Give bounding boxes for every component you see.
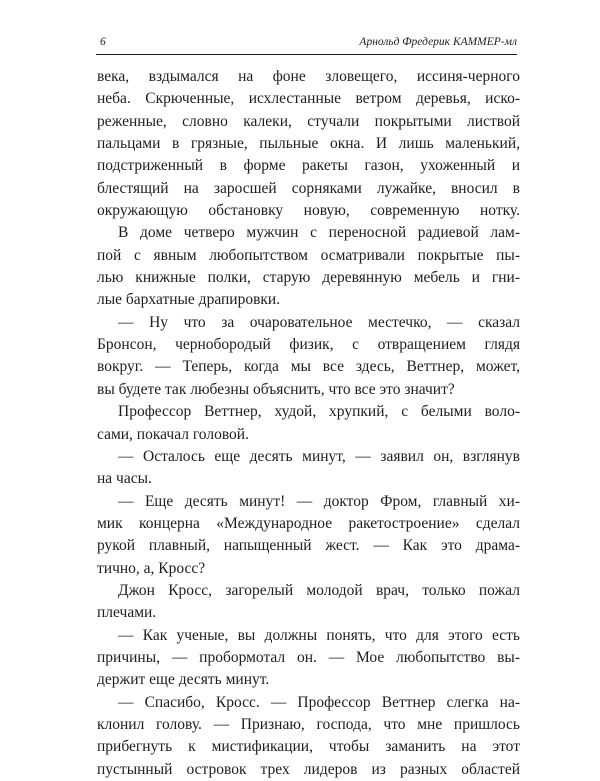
text-line: клонил голову. — Признаю, господа, что мне пришлось bbox=[97, 715, 520, 733]
text-line: плечами. bbox=[97, 604, 157, 622]
paragraph bbox=[97, 491, 520, 580]
text-line: неба. Скрюченные, исхлестанные ветром деревья, иско- bbox=[97, 90, 520, 108]
text-line: В доме четверо мужчин с переносной радиевой лам- bbox=[118, 224, 520, 242]
running-head-title: Арнольд Фредерик КАММЕР-мл bbox=[359, 36, 517, 48]
text-line: подстриженный в форме ракеты газон, ухоженный и bbox=[97, 157, 520, 175]
text-line: — Осталось еще десять минут, — заявил он, взглянув bbox=[118, 447, 520, 465]
text-line: причины, — пробормотал он. — Мое любопытство вы- bbox=[97, 648, 520, 666]
text-line: окружающую обстановку новую, современную нотку. bbox=[97, 202, 520, 220]
text-line: Профессор Веттнер, худой, хрупкий, с белыми воло- bbox=[118, 403, 520, 421]
text-line: мик концерна «Международное ракетостроение» сделал bbox=[97, 514, 520, 532]
text-line: на часы. bbox=[97, 470, 152, 488]
paragraph bbox=[97, 401, 520, 446]
text-line: сами, покачал головой. bbox=[97, 425, 249, 443]
text-line: пустынный островок трех лидеров из разных областей bbox=[97, 760, 520, 778]
text-line: Бронсон, чернобородый физик, с отвращением глядя bbox=[97, 336, 520, 354]
paragraph bbox=[97, 66, 520, 222]
text-line: прибегнуть к мистификации, чтобы заманить на этот bbox=[97, 738, 520, 756]
text-line: тично, а, Кросс? bbox=[97, 559, 206, 577]
paragraph bbox=[97, 312, 520, 401]
paragraph bbox=[97, 625, 520, 692]
page-number: 6 bbox=[100, 36, 106, 48]
body-text bbox=[97, 66, 520, 781]
text-line: — Ну что за очаровательное местечко, — сказал bbox=[118, 313, 520, 331]
paragraph bbox=[97, 692, 520, 781]
paragraph bbox=[97, 580, 520, 625]
paragraph bbox=[97, 446, 520, 491]
text-line: Джон Кросс, загорелый молодой врач, только пожал bbox=[118, 581, 520, 599]
text-line: лые бархатные драпировки. bbox=[97, 291, 281, 309]
text-line: реженные, словно калеки, стучали покрытыми листвой bbox=[97, 112, 520, 130]
paragraph bbox=[97, 222, 520, 311]
text-line: — Спасибо, Кросс. — Профессор Веттнер слегка на- bbox=[118, 693, 520, 711]
text-line: пальцами в грязные, пыльные окна. И лишь маленький, bbox=[97, 135, 520, 153]
text-line: блестящий на заросшей сорняками лужайке, вносил в bbox=[97, 179, 520, 197]
text-line: лью книжные полки, старую деревянную мебель и гни- bbox=[97, 269, 520, 287]
header-rule bbox=[96, 54, 517, 55]
text-line: — Еще десять минут! — доктор Фром, главный хи- bbox=[118, 492, 520, 510]
text-line: пой с явным любопытством осматривали покрытые пы- bbox=[97, 246, 520, 264]
text-line: века, вздымался на фоне зловещего, иссиня-черного bbox=[97, 68, 520, 85]
text-line: — Как ученые, вы должны понять, что для этого есть bbox=[118, 626, 520, 644]
text-line: рукой плавный, напыщенный жест. — Как это драма- bbox=[97, 537, 520, 555]
text-line: вокруг. — Теперь, когда мы все здесь, Веттнер, может, bbox=[97, 358, 520, 376]
text-line: вы будете так любезны объяснить, что все это значит? bbox=[97, 380, 455, 398]
text-line: держит еще десять минут. bbox=[97, 671, 270, 689]
running-header bbox=[96, 33, 517, 53]
